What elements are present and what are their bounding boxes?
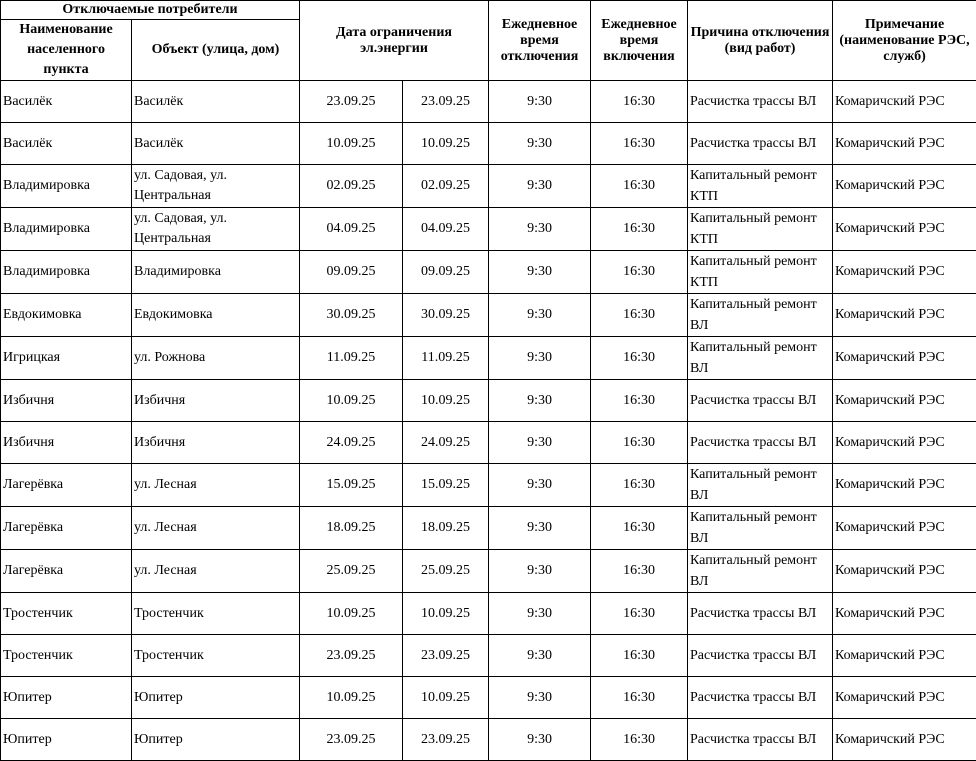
table-row [1, 677, 976, 719]
date-from-cell: 23.09.25 [300, 81, 403, 123]
off-time-cell: 9:30 [489, 165, 591, 208]
date-to-cell: 11.09.25 [403, 337, 489, 380]
settlement-cell: Лагерёвка [1, 507, 132, 550]
note-cell: Комаричский РЭС [833, 635, 976, 677]
date-from-cell: 04.09.25 [300, 208, 403, 251]
table-row [1, 593, 976, 635]
date-from-cell: 11.09.25 [300, 337, 403, 380]
date-to-cell: 02.09.25 [403, 165, 489, 208]
reason-cell: Капитальный ремонт ВЛ [688, 507, 833, 550]
date-to-cell: 15.09.25 [403, 464, 489, 507]
date-to-cell: 25.09.25 [403, 550, 489, 593]
off-time-cell: 9:30 [489, 81, 591, 123]
off-time-header: Ежедневное время отключения [489, 1, 591, 81]
object-cell: Евдокимовка [132, 294, 300, 337]
object-cell: Тростенчик [132, 593, 300, 635]
off-time-cell: 9:30 [489, 593, 591, 635]
off-time-cell: 9:30 [489, 337, 591, 380]
note-cell: Комаричский РЭС [833, 464, 976, 507]
note-cell: Комаричский РЭС [833, 251, 976, 294]
note-cell: Комаричский РЭС [833, 81, 976, 123]
object-cell: ул. Лесная [132, 550, 300, 593]
object-header: Объект (улица, дом) [132, 20, 300, 81]
date-from-cell: 25.09.25 [300, 550, 403, 593]
on-time-cell: 16:30 [591, 81, 688, 123]
note-cell: Комаричский РЭС [833, 719, 976, 761]
reason-cell: Расчистка трассы ВЛ [688, 635, 833, 677]
settlement-cell: Тростенчик [1, 635, 132, 677]
date-from-cell: 18.09.25 [300, 507, 403, 550]
object-cell: ул. Садовая, ул. Центральная [132, 208, 300, 251]
table-row [1, 719, 976, 761]
table-row [1, 550, 976, 593]
date-to-cell: 10.09.25 [403, 677, 489, 719]
table-row [1, 208, 976, 251]
table-row [1, 251, 976, 294]
date-from-cell: 30.09.25 [300, 294, 403, 337]
reason-cell: Расчистка трассы ВЛ [688, 719, 833, 761]
date-from-cell: 02.09.25 [300, 165, 403, 208]
date-to-cell: 18.09.25 [403, 507, 489, 550]
reason-cell: Расчистка трассы ВЛ [688, 422, 833, 464]
on-time-header: Ежедневное время включения [591, 1, 688, 81]
note-cell: Комаричский РЭС [833, 422, 976, 464]
note-header: Примечание (наименование РЭС, служб) [833, 1, 976, 81]
settlement-header: Наименование населенного пункта [1, 20, 132, 81]
settlement-cell: Юпитер [1, 677, 132, 719]
reason-cell: Капитальный ремонт ВЛ [688, 294, 833, 337]
object-cell: ул. Садовая, ул. Центральная [132, 165, 300, 208]
on-time-cell: 16:30 [591, 337, 688, 380]
on-time-cell: 16:30 [591, 719, 688, 761]
table-row [1, 165, 976, 208]
on-time-cell: 16:30 [591, 380, 688, 422]
reason-cell: Капитальный ремонт ВЛ [688, 464, 833, 507]
on-time-cell: 16:30 [591, 294, 688, 337]
settlement-cell: Избичня [1, 422, 132, 464]
object-cell: Тростенчик [132, 635, 300, 677]
table-row [1, 123, 976, 165]
date-from-cell: 10.09.25 [300, 380, 403, 422]
note-cell: Комаричский РЭС [833, 507, 976, 550]
on-time-cell: 16:30 [591, 208, 688, 251]
off-time-cell: 9:30 [489, 507, 591, 550]
on-time-cell: 16:30 [591, 677, 688, 719]
date-from-cell: 09.09.25 [300, 251, 403, 294]
off-time-cell: 9:30 [489, 422, 591, 464]
reason-cell: Капитальный ремонт ВЛ [688, 337, 833, 380]
settlement-cell: Тростенчик [1, 593, 132, 635]
object-cell: ул. Лесная [132, 464, 300, 507]
note-cell: Комаричский РЭС [833, 208, 976, 251]
reason-cell: Капитальный ремонт КТП [688, 165, 833, 208]
on-time-cell: 16:30 [591, 593, 688, 635]
on-time-cell: 16:30 [591, 165, 688, 208]
on-time-cell: 16:30 [591, 550, 688, 593]
off-time-cell: 9:30 [489, 294, 591, 337]
table-row [1, 337, 976, 380]
note-cell: Комаричский РЭС [833, 677, 976, 719]
date-to-cell: 30.09.25 [403, 294, 489, 337]
date-from-cell: 10.09.25 [300, 123, 403, 165]
settlement-cell: Лагерёвка [1, 550, 132, 593]
settlement-cell: Евдокимовка [1, 294, 132, 337]
object-cell: Василёк [132, 123, 300, 165]
note-cell: Комаричский РЭС [833, 593, 976, 635]
settlement-cell: Василёк [1, 81, 132, 123]
settlement-cell: Юпитер [1, 719, 132, 761]
note-cell: Комаричский РЭС [833, 294, 976, 337]
date-to-cell: 10.09.25 [403, 123, 489, 165]
object-cell: Избичня [132, 380, 300, 422]
reason-cell: Расчистка трассы ВЛ [688, 677, 833, 719]
on-time-cell: 16:30 [591, 123, 688, 165]
date-to-cell: 23.09.25 [403, 719, 489, 761]
off-time-cell: 9:30 [489, 380, 591, 422]
settlement-cell: Владимировка [1, 165, 132, 208]
off-time-cell: 9:30 [489, 550, 591, 593]
date-to-cell: 10.09.25 [403, 593, 489, 635]
on-time-cell: 16:30 [591, 251, 688, 294]
reason-header: Причина отключения (вид работ) [688, 1, 833, 81]
object-cell: Юпитер [132, 719, 300, 761]
date-from-cell: 10.09.25 [300, 677, 403, 719]
object-cell: Избичня [132, 422, 300, 464]
off-time-cell: 9:30 [489, 251, 591, 294]
on-time-cell: 16:30 [591, 422, 688, 464]
date-to-cell: 04.09.25 [403, 208, 489, 251]
consumers-group-header: Отключаемые потребители [1, 1, 300, 20]
date-to-cell: 24.09.25 [403, 422, 489, 464]
on-time-cell: 16:30 [591, 507, 688, 550]
note-cell: Комаричский РЭС [833, 123, 976, 165]
object-cell: ул. Лесная [132, 507, 300, 550]
reason-cell: Расчистка трассы ВЛ [688, 123, 833, 165]
date-to-cell: 23.09.25 [403, 635, 489, 677]
table-body [1, 81, 976, 761]
object-cell: ул. Рожнова [132, 337, 300, 380]
reason-cell: Капитальный ремонт ВЛ [688, 550, 833, 593]
off-time-cell: 9:30 [489, 719, 591, 761]
off-time-cell: 9:30 [489, 123, 591, 165]
date-from-cell: 24.09.25 [300, 422, 403, 464]
reason-cell: Капитальный ремонт КТП [688, 251, 833, 294]
off-time-cell: 9:30 [489, 677, 591, 719]
object-cell: Владимировка [132, 251, 300, 294]
table-row [1, 81, 976, 123]
table-row [1, 635, 976, 677]
date-from-cell: 23.09.25 [300, 635, 403, 677]
settlement-cell: Избичня [1, 380, 132, 422]
table-row [1, 464, 976, 507]
reason-cell: Расчистка трассы ВЛ [688, 593, 833, 635]
date-to-cell: 10.09.25 [403, 380, 489, 422]
date-to-cell: 09.09.25 [403, 251, 489, 294]
reason-cell: Расчистка трассы ВЛ [688, 81, 833, 123]
table-row [1, 422, 976, 464]
reason-cell: Капитальный ремонт КТП [688, 208, 833, 251]
note-cell: Комаричский РЭС [833, 337, 976, 380]
date-from-cell: 15.09.25 [300, 464, 403, 507]
date-to-cell: 23.09.25 [403, 81, 489, 123]
off-time-cell: 9:30 [489, 208, 591, 251]
reason-cell: Расчистка трассы ВЛ [688, 380, 833, 422]
on-time-cell: 16:30 [591, 635, 688, 677]
note-cell: Комаричский РЭС [833, 165, 976, 208]
table-row [1, 380, 976, 422]
date-from-cell: 10.09.25 [300, 593, 403, 635]
object-cell: Василёк [132, 81, 300, 123]
off-time-cell: 9:30 [489, 464, 591, 507]
settlement-cell: Игрицкая [1, 337, 132, 380]
settlement-cell: Владимировка [1, 208, 132, 251]
off-time-cell: 9:30 [489, 635, 591, 677]
date-header: Дата ограничения эл.энергии [300, 1, 489, 81]
settlement-cell: Владимировка [1, 251, 132, 294]
note-cell: Комаричский РЭС [833, 550, 976, 593]
on-time-cell: 16:30 [591, 464, 688, 507]
note-cell: Комаричский РЭС [833, 380, 976, 422]
table-row [1, 294, 976, 337]
date-from-cell: 23.09.25 [300, 719, 403, 761]
table-row [1, 507, 976, 550]
settlement-cell: Лагерёвка [1, 464, 132, 507]
settlement-cell: Василёк [1, 123, 132, 165]
object-cell: Юпитер [132, 677, 300, 719]
